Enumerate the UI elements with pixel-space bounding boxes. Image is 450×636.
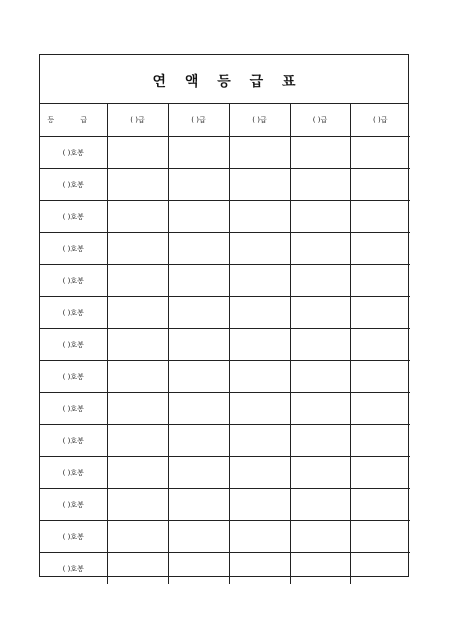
amount-cell[interactable] [107, 521, 168, 553]
amount-cell[interactable] [107, 265, 168, 297]
amount-cell[interactable] [168, 169, 229, 201]
amount-cell[interactable] [290, 201, 350, 233]
amount-cell[interactable] [350, 201, 410, 233]
amount-cell[interactable] [229, 521, 290, 553]
form-title: 연 액 등 급 표 [152, 73, 303, 90]
salary-grade-form [39, 54, 409, 577]
table-row [40, 553, 410, 585]
amount-cell[interactable] [290, 393, 350, 425]
amount-cell[interactable] [168, 137, 229, 169]
amount-cell[interactable] [290, 457, 350, 489]
amount-cell[interactable] [350, 361, 410, 393]
table-row [40, 393, 410, 425]
step-label: ( )호봉 [40, 329, 107, 361]
amount-cell[interactable] [229, 553, 290, 585]
amount-cell[interactable] [290, 169, 350, 201]
table-row [40, 137, 410, 169]
amount-cell[interactable] [168, 201, 229, 233]
amount-cell[interactable] [229, 297, 290, 329]
amount-cell[interactable] [107, 489, 168, 521]
amount-cell[interactable] [107, 553, 168, 585]
amount-cell[interactable] [107, 393, 168, 425]
step-label: ( )호봉 [40, 265, 107, 297]
amount-cell[interactable] [350, 137, 410, 169]
amount-cell[interactable] [107, 297, 168, 329]
amount-cell[interactable] [350, 169, 410, 201]
grade-column-header: ( )급 [168, 104, 229, 137]
amount-cell[interactable] [350, 329, 410, 361]
amount-cell[interactable] [350, 457, 410, 489]
table-body [40, 104, 410, 584]
amount-cell[interactable] [350, 553, 410, 585]
amount-cell[interactable] [168, 361, 229, 393]
table-row [40, 361, 410, 393]
amount-cell[interactable] [229, 169, 290, 201]
amount-cell[interactable] [168, 297, 229, 329]
amount-cell[interactable] [229, 233, 290, 265]
amount-cell[interactable] [350, 489, 410, 521]
amount-cell[interactable] [107, 201, 168, 233]
amount-cell[interactable] [107, 425, 168, 457]
amount-cell[interactable] [168, 393, 229, 425]
amount-cell[interactable] [168, 521, 229, 553]
table-row [40, 201, 410, 233]
amount-cell[interactable] [229, 201, 290, 233]
grade-column-header: ( )급 [290, 104, 350, 137]
amount-cell[interactable] [290, 233, 350, 265]
amount-cell[interactable] [350, 265, 410, 297]
grade-column-header: ( )급 [107, 104, 168, 137]
step-label: ( )호봉 [40, 169, 107, 201]
amount-cell[interactable] [229, 489, 290, 521]
salary-grade-table [40, 104, 410, 584]
amount-cell[interactable] [290, 521, 350, 553]
amount-cell[interactable] [107, 137, 168, 169]
amount-cell[interactable] [168, 329, 229, 361]
amount-cell[interactable] [229, 329, 290, 361]
step-label: ( )호봉 [40, 361, 107, 393]
amount-cell[interactable] [290, 265, 350, 297]
step-label: ( )호봉 [40, 297, 107, 329]
amount-cell[interactable] [290, 489, 350, 521]
amount-cell[interactable] [229, 137, 290, 169]
amount-cell[interactable] [107, 361, 168, 393]
amount-cell[interactable] [107, 457, 168, 489]
step-label: ( )호봉 [40, 201, 107, 233]
table-row [40, 265, 410, 297]
table-row [40, 329, 410, 361]
table-row [40, 233, 410, 265]
table-row [40, 457, 410, 489]
step-label: ( )호봉 [40, 233, 107, 265]
amount-cell[interactable] [350, 425, 410, 457]
step-label: ( )호봉 [40, 393, 107, 425]
amount-cell[interactable] [168, 425, 229, 457]
step-label: ( )호봉 [40, 137, 107, 169]
amount-cell[interactable] [290, 297, 350, 329]
grade-column-header: ( )급 [350, 104, 410, 137]
amount-cell[interactable] [229, 393, 290, 425]
amount-cell[interactable] [350, 393, 410, 425]
amount-cell[interactable] [229, 457, 290, 489]
step-label: ( )호봉 [40, 457, 107, 489]
header-row [40, 104, 410, 137]
amount-cell[interactable] [290, 425, 350, 457]
amount-cell[interactable] [290, 553, 350, 585]
grade-corner-label: 등 급 [40, 104, 107, 137]
title-band [40, 55, 408, 104]
table-row [40, 169, 410, 201]
table-row [40, 489, 410, 521]
amount-cell[interactable] [107, 329, 168, 361]
grade-column-header: ( )급 [229, 104, 290, 137]
step-label: ( )호봉 [40, 489, 107, 521]
table-row [40, 425, 410, 457]
amount-cell[interactable] [229, 425, 290, 457]
step-label: ( )호봉 [40, 521, 107, 553]
amount-cell[interactable] [107, 233, 168, 265]
amount-cell[interactable] [168, 233, 229, 265]
amount-cell[interactable] [350, 521, 410, 553]
amount-cell[interactable] [168, 265, 229, 297]
amount-cell[interactable] [107, 169, 168, 201]
amount-cell[interactable] [350, 297, 410, 329]
amount-cell[interactable] [168, 457, 229, 489]
amount-cell[interactable] [290, 137, 350, 169]
amount-cell[interactable] [229, 361, 290, 393]
amount-cell[interactable] [350, 233, 410, 265]
amount-cell[interactable] [168, 553, 229, 585]
amount-cell[interactable] [168, 489, 229, 521]
step-label: ( )호봉 [40, 425, 107, 457]
amount-cell[interactable] [290, 329, 350, 361]
table-row [40, 297, 410, 329]
table-row [40, 521, 410, 553]
amount-cell[interactable] [229, 265, 290, 297]
step-label: ( )호봉 [40, 553, 107, 585]
amount-cell[interactable] [290, 361, 350, 393]
